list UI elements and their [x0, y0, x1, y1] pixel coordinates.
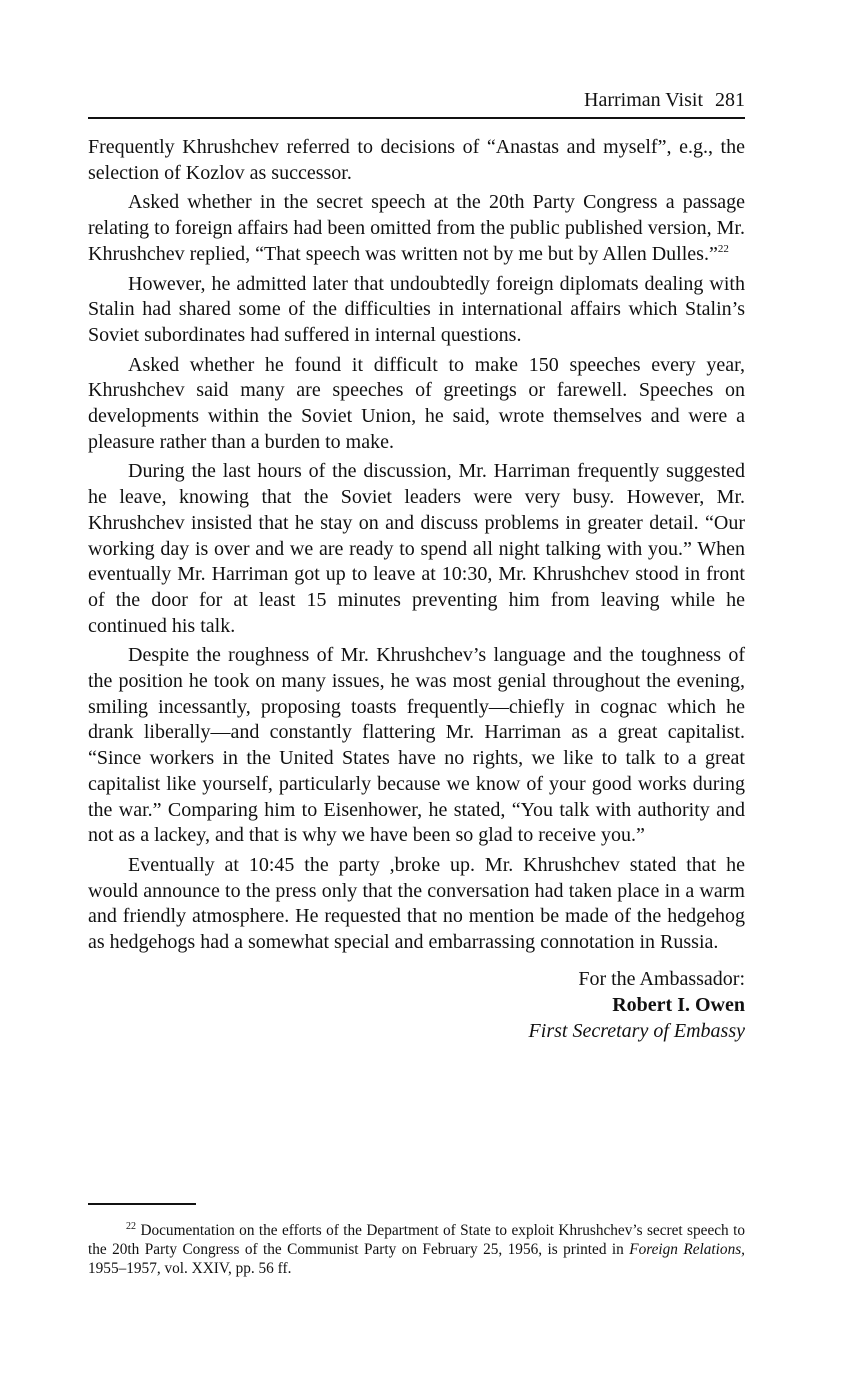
footnote-divider — [88, 1203, 196, 1205]
paragraph-6: Despite the roughness of Mr. Khrushchev’s language and the toughness of the position he took on many issues, he was most genial throughout the evening, smiling incessantly, proposing toasts frequently—chiefly in cognac which he drank liberally—and constantly flattering Mr. Harriman as a great capitalist. “Since workers in the United States have no rights, we like to talk to a great capitalist like yourself, particularly because we know of your good works during the war.” Comparing him to Eisenhower, he stated, “You talk with authority and not as a lackey, and that is why we have been so glad to receive you.” — [88, 644, 745, 847]
document-page — [88, 86, 745, 1044]
paragraph-7: Eventually at 10:45 the party ,broke up. Mr. Khrushchev stated that he would announce to the press only that the conversation had taken place in a warm and friendly atmosphere. He requested that no mention be made of the hedgehog as hedgehogs had a somewhat special and embarrassing connotation in Russia. — [88, 853, 745, 954]
footnote-citation-title: Foreign Relations, — [629, 1241, 745, 1258]
footnote-reference: 22 — [717, 242, 729, 255]
footnote-marker: 22 — [126, 1221, 136, 1232]
paragraph-4: Asked whether he found it difficult to make 150 speeches every year, Khrushchev said many are speeches of greetings or farewell. Speeches on developments within the Soviet Union, he said, wrote themselves and were a pleasure rather than a burden to make. — [88, 353, 745, 453]
body-text — [88, 135, 745, 956]
footnote — [88, 1221, 745, 1278]
running-title: Harriman Visit — [584, 89, 703, 111]
paragraph-1: Frequently Khrushchev referred to decisions of “Anastas and myself”, e.g., the selection of Kozlov as successor. — [88, 136, 745, 184]
signatory-title: First Secretary of Embassy — [528, 1019, 745, 1042]
footnote-text-before: Documentation on the efforts of the Department of State to exploit Khrushchev’s secret speech to the 20th Party Congress of the Communist Party on February 25, 1956, is printed in — [88, 1222, 746, 1258]
signatory-name: Robert I. Owen — [612, 993, 745, 1016]
signature-line: For the Ambassador: — [578, 967, 745, 990]
paragraph-3: However, he admitted later that undoubtedly foreign diplomats dealing with Stalin had shared some of the difficulties in international affairs which Stalin’s Soviet subordinates had suffered in internal questions. — [88, 272, 745, 346]
paragraph-2 — [88, 190, 745, 267]
paragraph-5: During the last hours of the discussion, Mr. Harriman frequently suggested he leave, knowing that the Soviet leaders were very busy. However, Mr. Khrushchev insisted that he stay on and discuss problems in greater detail. “Our working day is over and we are ready to spend all night talking with you.” When eventually Mr. Harriman got up to leave at 10:30, Mr. Khrushchev stood in front of the door for at least 15 minutes preventing him from leaving while he continued his talk. — [88, 460, 745, 637]
running-header — [88, 86, 745, 119]
signature-block — [88, 966, 745, 1044]
footnote-text-after: 1955–1957, vol. XXIV, pp. 56 ff. — [88, 1260, 292, 1277]
paragraph-2-text: Asked whether in the secret speech at the 20th Party Congress a passage relating to foreign affairs had been omitted from the public published version, Mr. Khrushchev replied, “That speech was written not by me but by Allen Dulles.” — [88, 191, 745, 265]
page-number: 281 — [715, 89, 745, 111]
